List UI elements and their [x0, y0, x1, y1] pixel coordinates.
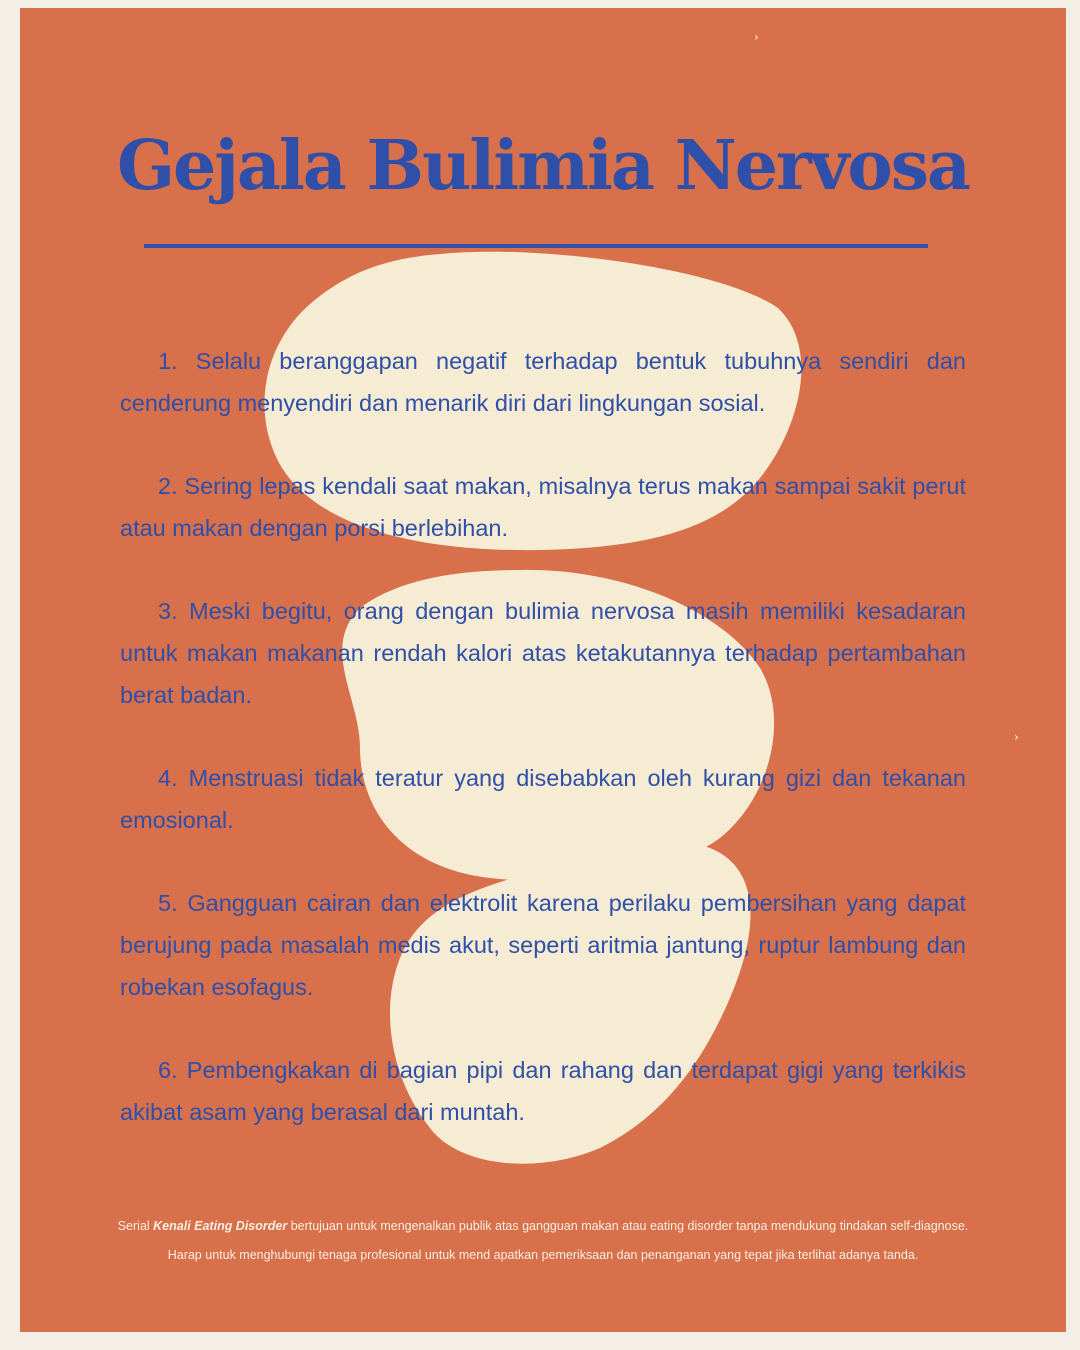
title-underline — [144, 244, 928, 248]
list-item: 5. Gangguan cairan dan elektrolit karena perilaku pembersihan yang dapat berujung pada masalah medis akut, seperti aritmia jantung, ruptur lambung dan robekan esofagus. — [120, 890, 966, 1000]
symptom-list — [120, 340, 966, 1174]
page-title: Gejala Bulimia Nervosa — [116, 126, 970, 206]
list-item: 6. Pembengkakan di bagian pipi dan rahang dan terdapat gigi yang terkikis akibat asam yang berasal dari muntah. — [120, 1057, 966, 1125]
footer-series-name: Kenali Eating Disorder — [153, 1219, 288, 1233]
speck-mark: › — [1014, 730, 1019, 744]
poster — [20, 8, 1066, 1332]
list-item: 3. Meski begitu, orang dengan bulimia nervosa masih memiliki kesadaran untuk makan makanan rendah kalori atas ketakutannya terhadap pertambahan berat badan. — [120, 598, 966, 708]
list-item: 1. Selalu beranggapan negatif terhadap bentuk tubuhnya sendiri dan cenderung menyendiri dan menarik diri dari lingkungan sosial. — [120, 348, 966, 416]
list-item: 2. Sering lepas kendali saat makan, misalnya terus makan sampai sakit perut atau makan dengan porsi berlebihan. — [120, 473, 966, 541]
speck-mark: › — [754, 30, 759, 44]
footer-text: bertujuan untuk mengenalkan publik atas gangguan makan atau eating disorder tanpa mendukung tindakan self-diagnose. Harap untuk menghubungi tenaga profesional untuk mend apatkan pemeriksaan dan penanganan yang tepat jika terlihat adanya tanda. — [167, 1219, 969, 1262]
footer-prefix: Serial — [117, 1219, 154, 1233]
list-item: 4. Menstruasi tidak teratur yang disebabkan oleh kurang gizi dan tekanan emosional. — [120, 765, 966, 833]
footer-disclaimer — [100, 1212, 986, 1270]
